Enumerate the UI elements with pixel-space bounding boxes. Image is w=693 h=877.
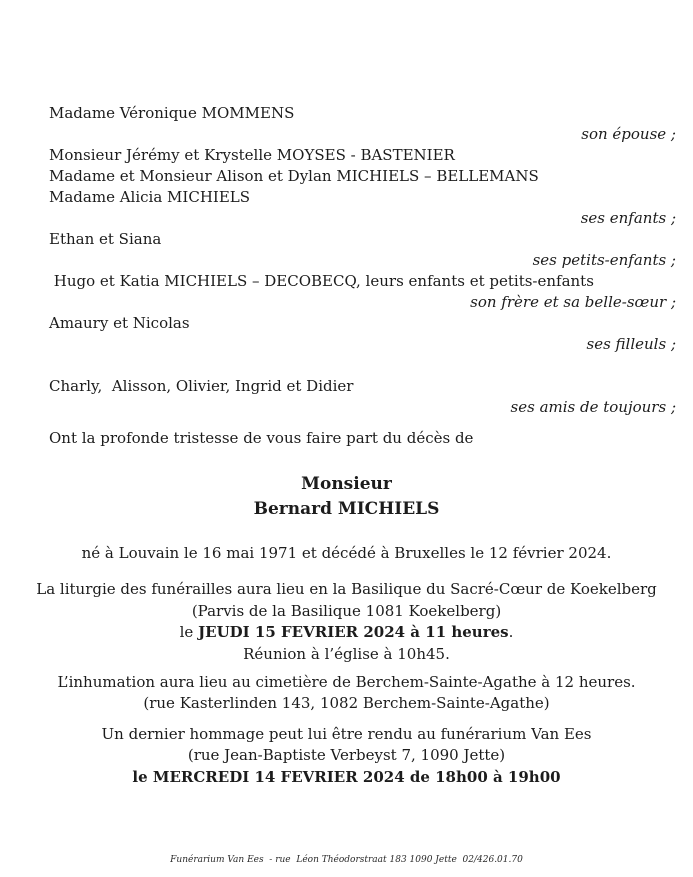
burial-location: L’inhumation aura lieu au cimetière de Berchem-Sainte-Agathe à 12 heures.: [57, 672, 636, 691]
relation-label: son épouse ;: [581, 125, 676, 143]
relation-label: ses enfants ;: [580, 209, 676, 227]
relation-label: son frère et sa belle-sœur ;: [470, 293, 676, 311]
family-line: Charly, Alisson, Olivier, Ingrid et Didier: [49, 377, 354, 395]
blank-line: [0, 355, 693, 376]
family-list: [0, 0, 693, 418]
family-line: Hugo et Katia MICHIELS – DECOBECQ, leurs enfants et petits-enfants: [49, 272, 594, 290]
burial-address: (rue Kasterlinden 143, 1082 Berchem-Sainte-Agathe): [143, 694, 550, 712]
birth-death-line: né à Louvain le 16 mai 1971 et décédé à Bruxelles le 12 février 2024.: [81, 544, 612, 562]
deceased-title-block: [0, 472, 693, 522]
liturgy-block: [0, 579, 693, 665]
tribute-date-bold: le MERCREDI 14 FEVRIER 2024 de 18h00 à 19h00: [132, 767, 561, 786]
announcement-text: Ont la profonde tristesse de vous faire part du décès de: [49, 429, 474, 447]
relation-label: ses filleuls ;: [586, 335, 676, 353]
tribute-address: (rue Jean-Baptiste Verbeyst 7, 1090 Jette): [187, 746, 506, 764]
relation-label: ses petits-enfants ;: [532, 251, 676, 269]
family-line: Amaury et Nicolas: [49, 314, 190, 332]
funeral-home-footer: Funérarium Van Ees - rue Léon Théodorstraat 183 1090 Jette 02/426.01.70: [170, 855, 523, 865]
relation-label: ses amis de toujours ;: [510, 398, 676, 416]
family-line: Monsieur Jérémy et Krystelle MOYSES - BASTENIER: [49, 146, 455, 164]
deceased-name: Bernard MICHIELS: [253, 499, 440, 519]
tribute-block: [0, 724, 693, 789]
tribute-location: Un dernier hommage peut lui être rendu au funérarium Van Ees: [101, 724, 592, 743]
deceased-title: Monsieur: [301, 474, 392, 494]
liturgy-meeting: Réunion à l’église à 10h45.: [243, 644, 450, 663]
liturgy-date-prefix: le: [179, 623, 199, 641]
liturgy-date-line: [0, 622, 693, 644]
liturgy-date-suffix: .: [508, 623, 514, 641]
liturgy-location: La liturgie des funérailles aura lieu en la Basilique du Sacré-Cœur de Koekelberg: [36, 580, 657, 598]
family-line: Ethan et Siana: [49, 230, 162, 248]
liturgy-address: (Parvis de la Basilique 1081 Koekelberg): [191, 601, 502, 620]
burial-block: [0, 672, 693, 715]
liturgy-date-bold: JEUDI 15 FEVRIER 2024 à 11 heures: [198, 623, 509, 641]
family-line: Madame Alicia MICHIELS: [49, 188, 251, 206]
family-line: Madame Véronique MOMMENS: [49, 104, 295, 122]
family-line: Madame et Monsieur Alison et Dylan MICHIELS – BELLEMANS: [49, 167, 539, 185]
